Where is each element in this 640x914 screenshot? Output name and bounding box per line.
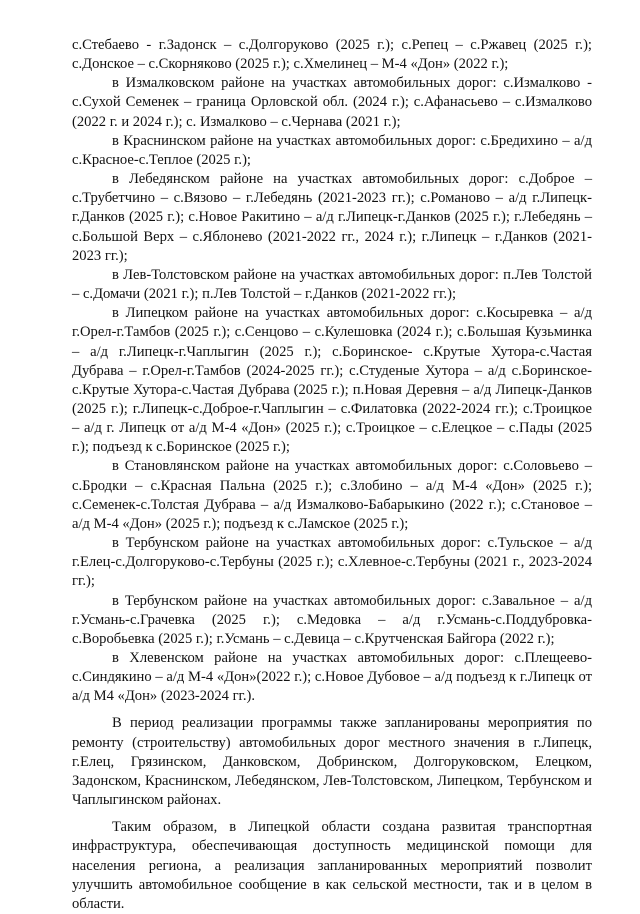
- paragraph-terbunsky-district-2: в Тербунском районе на участках автомобильных дорог: с.Завальное – а/д г.Усмань-с.Грачевка (2025 г.); с.Медовка – а/д г.Усмань-с.Поддубровка-с.Воробьевка (2025 г.); г.Усмань – с.Девица – с.Крутченская Байгора (2022 г.);: [72, 592, 592, 647]
- paragraph-izmalkovsky-district: в Измалковском районе на участках автомобильных дорог: с.Измалково - с.Сухой Семенек – граница Орловской обл. (2024 г.); с.Афанасьево – с.Измалково (2022 г. и 2024 г.); с. Измалково – с.Чернава (2021 г.);: [72, 75, 592, 130]
- paragraph-lev-tolstovsky-district: в Лев-Толстовском районе на участках автомобильных дорог: п.Лев Толстой – с.Домачи (2021 г.); п.Лев Толстой – г.Данков (2021-2022 гг.);: [72, 266, 592, 303]
- paragraph-lebedyansky-district: в Лебедянском районе на участках автомобильных дорог: с.Доброе – с.Трубетчино – с.Вязово – г.Лебедянь (2021-2023 гг.); с.Романово – а/д г.Липецк-г.Данков (2025 г.); с.Новое Ракитино – а/д г.Липецк-г.Данков (2025 г.); г.Лебедянь – с.Большой Верх – с.Яблонево (2021-2022 гг., 2024 г.); г.Липецк – г.Данков (2021-2023 гг.);: [72, 171, 592, 264]
- paragraph-lipetsky-district: в Липецком районе на участках автомобильных дорог: с.Косыревка – а/д г.Орел-г.Тамбов (2025 г.); с.Сенцово – с.Кулешовка (2024 г.); с.Большая Кузьминка – а/д г.Липецк-г.Чаплыгин (2025 г.); с.Боринское- с.Крутые Хутора-с.Частая Дубрава – г.Орел-г.Тамбов (2024-2025 гг.); с.Студеные Хутора – а/д с.Боринское-с.Крутые Хутора-с.Частая Дубрава (2025 г.); п.Новая Деревня – а/д Липецк-Данков (2025 г.); г.Липецк-с.Доброе-г.Чаплыгин – с.Филатовка (2022-2024 гг.); с.Троицкое – а/д г. Липецк от а/д М-4 «Дон» (2025 г.); с.Троицкое – с.Елецкое – с.Пады (2025 г.); подъезд к с.Боринское (2025 г.);: [72, 305, 592, 456]
- document-page: [72, 36, 592, 914]
- paragraph-conclusion: Таким образом, в Липецкой области создана развитая транспортная инфраструктура, обеспечивающая доступность медицинской помощи для населения региона, а реализация запланированных мероприятий позволит улучшить автомобильное сообщение в как сельской местности, так и в целом в области.: [72, 819, 592, 912]
- paragraph-terbunsky-district-1: в Тербунском районе на участках автомобильных дорог: с.Тульское – а/д г.Елец-с.Долгоруково-с.Тербуны (2025 г.); с.Хлевное-с.Тербуны (2021 г., 2023-2024 гг.);: [72, 535, 592, 590]
- paragraph-krasninsky-district: в Краснинском районе на участках автомобильных дорог: с.Бредихино – а/д с.Красное-с.Теплое (2025 г.);: [72, 132, 592, 168]
- paragraph-program-period: В период реализации программы также запланированы мероприятия по ремонту (строительству) автомобильных дорог местного значения в г.Липецк, г.Елец, Грязинском, Данковском, Добринском, Долгоруковском, Елецком, Задонском, Краснинском, Лебедянском, Лев-Толстовском, Липецком, Тербунском и Чаплыгинском районах.: [72, 715, 592, 809]
- paragraph-khlevensky-district: в Хлевенском районе на участках автомобильных дорог: с.Плещеево-с.Синдякино – а/д М-4 «Дон»(2022 г.); с.Новое Дубовое – а/д подъезд к г.Липецк от а/д М4 «Дон» (2023-2024 гг.).: [72, 650, 592, 705]
- paragraph-stebaevo-roads: с.Стебаево - г.Задонск – с.Долгоруково (2025 г.); с.Репец – с.Ржавец (2025 г.); с.Донское – с.Скорняково (2025 г.); с.Хмелинец – М-4 «Дон» (2022 г.);: [72, 37, 592, 73]
- paragraph-stanovlyansky-district: в Становлянском районе на участках автомобильных дорог: с.Соловьево – с.Бродки – с.Красная Пальна (2025 г.); с.Злобино – а/д М-4 «Дон» (2025 г.); с.Семенек-с.Толстая Дубрава – а/д Измалково-Бабарыкино (2022 г.); с.Становое – а/д М-4 «Дон» (2025 г.); подъезд к с.Ламское (2025 г.);: [72, 458, 592, 532]
